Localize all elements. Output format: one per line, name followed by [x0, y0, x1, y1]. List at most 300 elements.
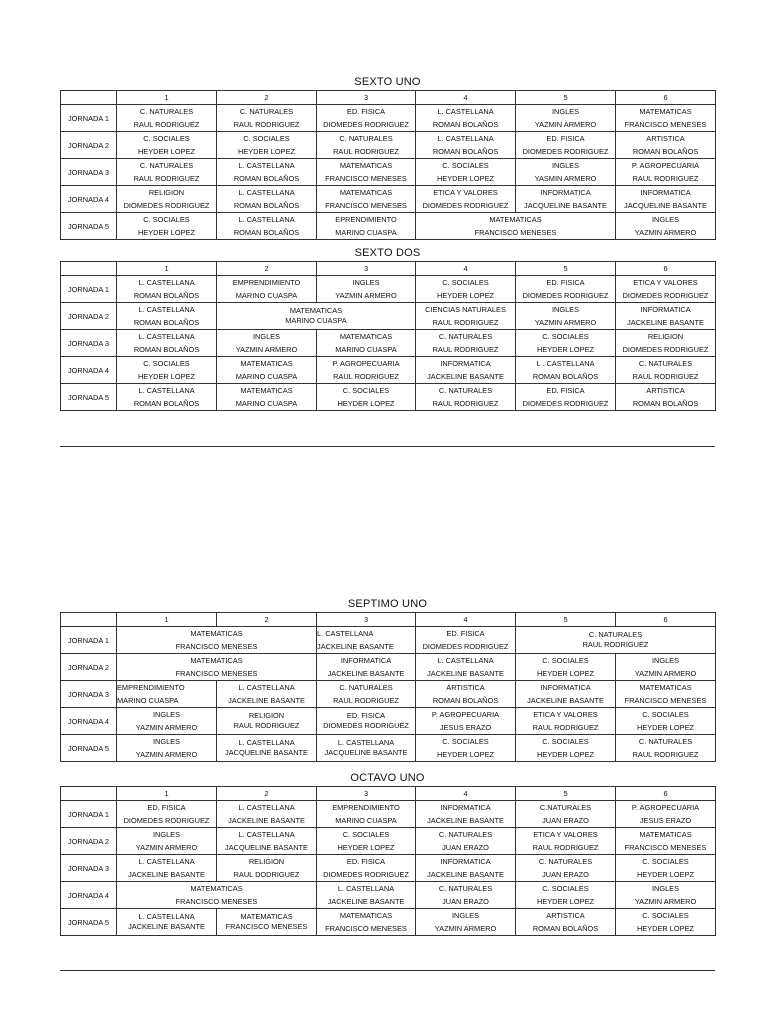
teacher-name: YAZMIN ARMERO — [634, 897, 697, 906]
subject-name: C. SOCIALES — [243, 134, 290, 143]
subject-name: ED. FISICA — [546, 278, 585, 287]
schedule-title: SEXTO DOS — [354, 247, 421, 259]
class-cell — [217, 213, 317, 240]
class-cell — [616, 882, 716, 909]
class-cell — [416, 909, 516, 936]
class-cell — [317, 855, 416, 882]
class-cell — [416, 882, 516, 909]
subject-name: L. CASTELLANA — [437, 656, 494, 665]
subject-name: ED. FISICA — [546, 134, 585, 143]
table-row — [61, 276, 716, 303]
subject-name: MATEMATICAS — [639, 683, 692, 692]
subject-name: MATEMATICAS — [190, 884, 243, 893]
class-cell — [516, 384, 616, 411]
teacher-name: RAUL RODRIGUEZ — [333, 147, 399, 156]
teacher-name: DIOMEDES RODRIGUEZ — [622, 345, 709, 354]
schedule-table — [60, 612, 716, 762]
teacher-name: DIOMEDES RODRIGUEZ — [323, 120, 409, 129]
table-row — [61, 708, 716, 735]
subject-name: INFORMATICA — [640, 305, 691, 314]
subject-name: EMPRENDIMIENTO — [117, 683, 185, 692]
class-cell — [516, 159, 616, 186]
teacher-name: MARINO CUASPA — [335, 345, 397, 354]
subject-name: ETICA Y VALORES — [533, 830, 598, 839]
teacher-name: JUAN ERAZO — [542, 816, 589, 825]
teacher-name: JACKELINE BASANTE — [317, 642, 394, 651]
class-cell — [616, 186, 716, 213]
teacher-name: RAUL RODRIGUEZ — [632, 750, 699, 759]
jornada-label: JORNADA 5 — [61, 384, 117, 411]
class-cell — [616, 909, 716, 936]
class-cell — [117, 330, 217, 357]
teacher-name: FRANCISCO MENESES — [225, 922, 308, 931]
subject-name: INFORMATICA — [340, 656, 392, 665]
subject-name: C. NATURALES — [588, 630, 643, 639]
class-cell — [416, 276, 516, 303]
class-cell — [217, 132, 317, 159]
jornada-label: JORNADA 3 — [61, 330, 117, 357]
teacher-name: MARINO CUASPA — [285, 316, 347, 325]
class-cell — [217, 909, 317, 936]
teacher-name: JACQUELINE BASANTE — [225, 843, 308, 852]
schedule-table — [60, 90, 716, 240]
class-cell — [117, 735, 217, 762]
class-cell — [516, 357, 616, 384]
table-row — [61, 105, 716, 132]
class-cell — [117, 276, 217, 303]
table-row — [61, 303, 716, 330]
teacher-name: FRANCISCO MENESES — [325, 924, 407, 933]
class-cell — [616, 384, 716, 411]
subject-name: L. CASTELLANA — [238, 188, 295, 197]
teacher-name: DIOMEDES RODRIGUEZ — [123, 816, 210, 825]
class-cell — [516, 708, 616, 735]
class-cell — [117, 186, 217, 213]
corner-cell — [61, 262, 117, 276]
jornada-label: JORNADA 3 — [61, 681, 117, 708]
subject-name: ETICA Y VALORES — [533, 710, 598, 719]
teacher-name: JACKELINE BASANTE — [327, 897, 405, 906]
class-cell — [117, 303, 217, 330]
class-cell — [117, 357, 217, 384]
teacher-name: JUAN ERAZO — [542, 870, 589, 879]
class-cell — [516, 330, 616, 357]
teacher-name: DIOMEDES RODRIGUEZ — [323, 721, 409, 730]
page-divider-bottom — [60, 970, 715, 971]
teacher-name: HEYDER LOPEZ — [436, 291, 495, 300]
teacher-name: YAZMIN ARMERO — [235, 345, 298, 354]
subject-name: C. SOCIALES — [143, 215, 190, 224]
period-header: 6 — [616, 262, 716, 276]
teacher-name: DIOMEDES RODRIGUEZ — [422, 642, 509, 651]
subject-name: RELIGION — [148, 188, 185, 197]
subject-name: ED. FISICA — [346, 711, 386, 720]
period-header: 3 — [317, 91, 416, 105]
teacher-name: JACKELINE BASANTE — [228, 696, 305, 705]
subject-name: L. CASTELLANA — [138, 305, 195, 314]
class-cell — [217, 159, 317, 186]
teacher-name: JESUS ERAZO — [439, 723, 492, 732]
jornada-label: JORNADA 4 — [61, 357, 117, 384]
subject-name: L. CASTELLANA — [437, 107, 494, 116]
teacher-name: JUAN ERAZO — [442, 843, 489, 852]
teacher-name: ROMAN BOLAÑOS — [632, 399, 699, 408]
teacher-name: HEYDER LOPEZ — [237, 147, 296, 156]
class-cell — [217, 735, 317, 762]
teacher-name: ROMAN BOLAÑOS — [233, 174, 300, 183]
jornada-label: JORNADA 4 — [61, 708, 117, 735]
class-cell — [416, 627, 516, 654]
subject-name: INFORMATICA — [640, 188, 691, 197]
class-cell — [516, 681, 616, 708]
subject-name: ETICA Y VALORES — [433, 188, 498, 197]
subject-name: RELIGION — [647, 332, 684, 341]
jornada-label: JORNADA 1 — [61, 276, 117, 303]
class-cell — [217, 303, 416, 330]
subject-name: C. SOCIALES — [442, 278, 489, 287]
subject-name: L. CASTELLANA — [238, 215, 295, 224]
teacher-name: JACKELINE BASANTE — [427, 372, 504, 381]
class-cell — [516, 882, 616, 909]
subject-name: L. CASTELLANA — [138, 857, 195, 866]
class-cell — [117, 654, 317, 681]
teacher-name: HEYDER LOPEZ — [536, 897, 595, 906]
subject-name: C. SOCIALES — [442, 737, 489, 746]
subject-name: RELIGION — [248, 857, 285, 866]
class-cell — [317, 105, 416, 132]
class-cell — [616, 105, 716, 132]
teacher-name: HEYDER LOPEZ — [536, 345, 595, 354]
teacher-name: YAZMIN ARMERO — [135, 750, 198, 759]
class-cell — [117, 627, 317, 654]
teacher-name: DIOMEDES RODRIGUEZ — [522, 399, 609, 408]
class-cell — [317, 357, 416, 384]
teacher-name: HEYDER LOPEZ — [137, 228, 196, 237]
class-cell — [416, 186, 516, 213]
teacher-name: RAUL RODRIGUEZ — [632, 372, 699, 381]
table-row — [61, 882, 716, 909]
table-row — [61, 654, 716, 681]
schedule-block-sexto-uno — [60, 75, 715, 240]
class-cell — [317, 186, 416, 213]
teacher-name: JACQUELINE BASANTE — [624, 201, 707, 210]
subject-name: MATEMATICAS — [240, 359, 293, 368]
period-header: 2 — [217, 613, 317, 627]
teacher-name: RAUL RODRIGUEZ — [432, 345, 499, 354]
teacher-name: ROMAN BOLAÑOS — [233, 228, 300, 237]
teacher-name: YAZMIN ARMERO — [634, 669, 697, 678]
class-cell — [317, 708, 416, 735]
period-header: 3 — [317, 613, 416, 627]
subject-name: MATEMATICAS — [339, 911, 393, 920]
jornada-label: JORNADA 1 — [61, 627, 117, 654]
subject-name: C. SOCIALES — [542, 884, 589, 893]
subject-name: MATEMATICAS — [489, 215, 542, 224]
class-cell — [416, 132, 516, 159]
subject-name: C. SOCIALES — [542, 737, 589, 746]
teacher-name: RAUL RODRIGUEZ — [632, 174, 699, 183]
class-cell — [217, 855, 317, 882]
teacher-name: JACKELINE BASANTE — [427, 870, 504, 879]
teacher-name: FRANCISCO MENESES — [624, 120, 707, 129]
subject-name: P. AGROPECUARIA — [332, 359, 400, 368]
class-cell — [117, 801, 217, 828]
subject-name: INGLES — [152, 710, 181, 719]
teacher-name: JACKELINE BASANTE — [427, 816, 504, 825]
subject-name: C. SOCIALES — [143, 359, 190, 368]
subject-name: P. AGROPECUARIA — [631, 161, 700, 170]
class-cell — [516, 855, 616, 882]
teacher-name: HEYDER LOEPZ — [636, 870, 695, 879]
class-cell — [117, 159, 217, 186]
schedule-table — [60, 786, 716, 936]
jornada-label: JORNADA 2 — [61, 828, 117, 855]
subject-name: ARTISTICA — [546, 911, 585, 920]
class-cell — [616, 681, 716, 708]
class-cell — [616, 159, 716, 186]
class-cell — [217, 384, 317, 411]
teacher-name: HEYDER LOPEZ — [536, 669, 595, 678]
class-cell — [317, 627, 416, 654]
subject-name: C. NATURALES — [139, 107, 194, 116]
jornada-label: JORNADA 1 — [61, 105, 117, 132]
teacher-name: MARINO CUASPA — [335, 816, 397, 825]
class-cell — [317, 681, 416, 708]
teacher-name: ROMAN BOLAÑOS — [432, 147, 499, 156]
period-header: 2 — [217, 91, 317, 105]
subject-name: ED. FISICA — [147, 803, 186, 812]
class-cell — [616, 213, 716, 240]
period-header: 5 — [516, 787, 616, 801]
teacher-name: HEYDER LOPEZ — [436, 750, 495, 759]
schedule-title: OCTAVO UNO — [350, 772, 425, 784]
subject-name: C. NATURALES — [538, 857, 593, 866]
subject-name: INGLES — [352, 278, 380, 287]
header-row — [61, 613, 716, 627]
subject-name: C. NATURALES — [438, 386, 493, 395]
table-row — [61, 330, 716, 357]
class-cell — [416, 357, 516, 384]
jornada-label: JORNADA 2 — [61, 303, 117, 330]
period-header: 5 — [516, 262, 616, 276]
subject-name: L. CASTELLANA — [238, 830, 295, 839]
jornada-label: JORNADA 5 — [61, 909, 117, 936]
class-cell — [117, 882, 317, 909]
table-row — [61, 801, 716, 828]
subject-name: INGLES — [651, 215, 680, 224]
subject-name: INFORMATICA — [440, 803, 491, 812]
class-cell — [217, 276, 317, 303]
teacher-name: FRANCISCO MENESES — [175, 669, 258, 678]
class-cell — [217, 330, 317, 357]
teacher-name: RAUL RODRIGUEZ — [133, 120, 200, 129]
teacher-name: MARINO CUASPA — [235, 291, 298, 300]
period-header: 2 — [217, 787, 317, 801]
subject-name: MATEMATICAS — [339, 332, 393, 341]
subject-name: C. NATURALES — [339, 683, 393, 692]
class-cell — [516, 627, 716, 654]
class-cell — [516, 303, 616, 330]
teacher-name: ROMAN BOLAÑOS — [532, 924, 599, 933]
teacher-name: JACKELINE BASANTE — [527, 696, 604, 705]
class-cell — [416, 654, 516, 681]
subject-name: L. CASTELLANA — [337, 738, 395, 747]
period-header: 1 — [117, 787, 217, 801]
subject-name: C. SOCIALES — [642, 710, 689, 719]
class-cell — [217, 708, 317, 735]
subject-name: ED. FISICA — [446, 629, 485, 638]
subject-name: C. SOCIALES — [642, 857, 689, 866]
subject-name: ETICA Y VALORES — [633, 278, 698, 287]
teacher-name: ROMAN BOLAÑOS — [133, 318, 200, 327]
class-cell — [217, 186, 317, 213]
subject-name: ARTISTICA — [446, 683, 485, 692]
subject-name: MATEMATICAS — [339, 161, 393, 170]
teacher-name: RAUL RODRIGUEZ — [532, 723, 599, 732]
teacher-name: YAZMIN ARMERO — [534, 318, 597, 327]
jornada-label: JORNADA 3 — [61, 855, 117, 882]
schedule-block-octavo-uno — [60, 771, 715, 936]
class-cell — [217, 801, 317, 828]
subject-name: C. SOCIALES — [342, 830, 390, 839]
class-cell — [616, 132, 716, 159]
subject-name: C. NATURALES — [239, 107, 294, 116]
subject-name: C. NATURALES — [638, 359, 693, 368]
class-cell — [117, 681, 217, 708]
subject-name: MATEMATICAS — [289, 306, 343, 315]
class-cell — [416, 735, 516, 762]
class-cell — [516, 276, 616, 303]
table-row — [61, 855, 716, 882]
teacher-name: YASMIN ARMERO — [534, 174, 597, 183]
subject-name: C. NATURALES — [638, 737, 693, 746]
page-divider-top — [60, 446, 715, 447]
subject-name: MATEMATICAS — [639, 830, 692, 839]
period-header: 6 — [616, 91, 716, 105]
teacher-name: JACKELINE BASANTE — [327, 669, 405, 678]
subject-name: RELIGION — [248, 711, 285, 720]
subject-name: P. AGROPECUARIA — [431, 710, 500, 719]
teacher-name: RAUL RODRIGUEZ — [432, 399, 499, 408]
subject-name: INGLES — [551, 305, 580, 314]
subject-name: MATEMATICAS — [240, 386, 293, 395]
teacher-name: DIOMEDES RODRIGUEZ — [522, 291, 609, 300]
table-row — [61, 159, 716, 186]
subject-name: EPRENDIMIENTO — [335, 215, 397, 224]
header-row — [61, 787, 716, 801]
class-cell — [416, 213, 616, 240]
teacher-name: ROMAN BOLAÑOS — [632, 147, 699, 156]
teacher-name: HEYDER LOPEZ — [636, 723, 695, 732]
class-cell — [416, 330, 516, 357]
schedule-table — [60, 261, 716, 411]
table-row — [61, 384, 716, 411]
jornada-label: JORNADA 4 — [61, 882, 117, 909]
teacher-name: MARINO CUASPA — [117, 696, 179, 705]
schedule-title: SEPTIMO UNO — [347, 598, 428, 610]
teacher-name: HEYDER LOPEZ — [636, 924, 695, 933]
subject-name: INGLES — [551, 161, 580, 170]
subject-name: INGLES — [651, 884, 680, 893]
period-header: 3 — [317, 262, 416, 276]
teacher-name: JACKELINE BASANTE — [128, 870, 205, 879]
teacher-name: ROMAN BOLAÑOS — [532, 372, 599, 381]
subject-name: INFORMATICA — [540, 683, 591, 692]
teacher-name: DIOMEDES RODRIGUEZ — [323, 870, 409, 879]
subject-name: EMPRENDIMIENTO — [332, 803, 400, 812]
subject-name: L. CASTELLANA — [138, 332, 195, 341]
class-cell — [616, 828, 716, 855]
class-cell — [516, 828, 616, 855]
teacher-name: FRANCISCO MENESES — [175, 897, 258, 906]
class-cell — [616, 708, 716, 735]
class-cell — [416, 303, 516, 330]
class-cell — [416, 105, 516, 132]
class-cell — [317, 384, 416, 411]
teacher-name: JACKELINE BASANTE — [627, 318, 704, 327]
class-cell — [317, 330, 416, 357]
class-cell — [516, 909, 616, 936]
class-cell — [317, 801, 416, 828]
teacher-name: ROMAN BOLAÑOS — [133, 291, 200, 300]
jornada-label: JORNADA 4 — [61, 186, 117, 213]
subject-name: INGLES — [252, 332, 281, 341]
subject-name: C. NATURALES — [438, 884, 493, 893]
teacher-name: JACKELINE BASANTE — [128, 922, 205, 931]
class-cell — [317, 159, 416, 186]
teacher-name: YAZMIN ARMERO — [135, 723, 198, 732]
subject-name: C. NATURALES — [339, 134, 393, 143]
teacher-name: HEYDER LOPEZ — [337, 843, 395, 852]
class-cell — [317, 213, 416, 240]
table-row — [61, 735, 716, 762]
class-cell — [317, 654, 416, 681]
teacher-name: HEYDER LOPEZ — [137, 372, 196, 381]
corner-cell — [61, 91, 117, 105]
jornada-label: JORNADA 5 — [61, 213, 117, 240]
class-cell — [117, 855, 217, 882]
schedule-title: SEXTO UNO — [354, 76, 421, 88]
teacher-name: HEYDER LOPEZ — [536, 750, 595, 759]
class-cell — [416, 384, 516, 411]
jornada-label: JORNADA 5 — [61, 735, 117, 762]
subject-name: MATEMATICAS — [190, 656, 243, 665]
subject-name: L . CASTELLANA — [536, 359, 595, 368]
subject-name: INFORMATICA — [440, 857, 491, 866]
teacher-name: RAUL RODRIGUEZ — [233, 120, 300, 129]
teacher-name: ROMAN BOLAÑOS — [432, 120, 499, 129]
subject-name: INGLES — [152, 737, 181, 746]
teacher-name: ROMAN BOLAÑOS — [432, 696, 499, 705]
subject-name: C. SOCIALES — [442, 161, 489, 170]
class-cell — [616, 654, 716, 681]
class-cell — [616, 735, 716, 762]
subject-name: P. AGROPECUARIA — [631, 803, 700, 812]
subject-name: CIENCIAS NATURALES — [425, 305, 506, 314]
subject-name: INFORMATICA — [540, 188, 591, 197]
schedule-block-sexto-dos — [60, 246, 715, 411]
subject-name: MATEMATICAS — [240, 912, 293, 921]
period-header: 1 — [117, 613, 217, 627]
teacher-name: HEYDER LOPEZ — [137, 147, 196, 156]
class-cell — [616, 357, 716, 384]
teacher-name: RAUL RODRIGUEZ — [233, 721, 300, 730]
teacher-name: ROMAN BOLAÑOS — [133, 345, 200, 354]
class-cell — [217, 357, 317, 384]
jornada-label: JORNADA 2 — [61, 132, 117, 159]
subject-name: C. SOCIALES — [342, 386, 390, 395]
period-header: 4 — [416, 91, 516, 105]
